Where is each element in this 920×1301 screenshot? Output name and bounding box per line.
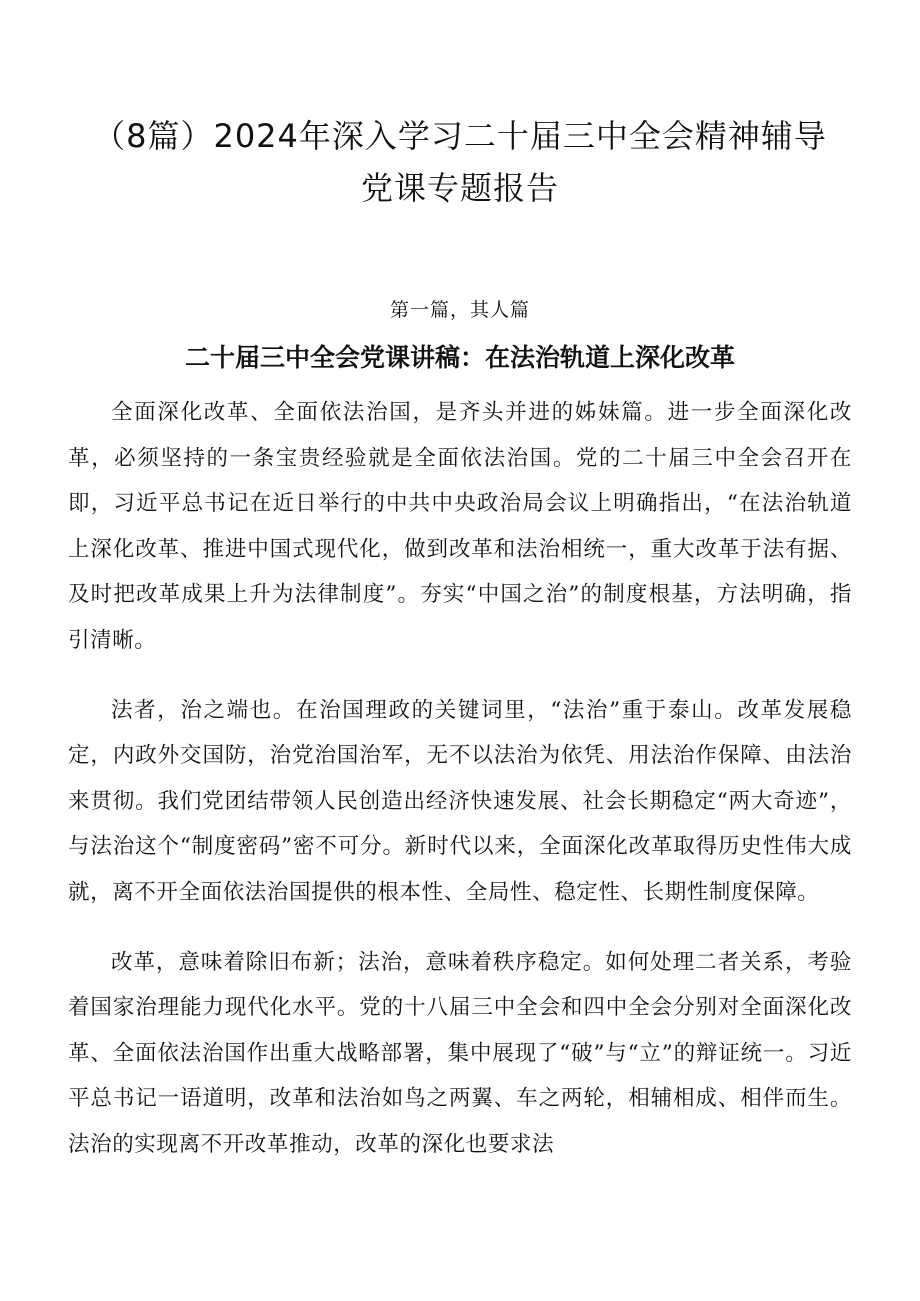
document-title xyxy=(68,0,852,214)
body-text xyxy=(68,390,852,1168)
title-line-1: （8篇）2024年深入学习二十届三中全会精神辅导 xyxy=(93,117,827,155)
paragraph-3: 改革，意味着除旧布新；法治，意味着秩序稳定。如何处理二者关系，考验着国家治理能力现代化水平。党的十八届三中全会和四中全会分别对全面深化改革、全面依法治国作出重大战略部署，集中展现了“破”与“立”的辩证统一。习近平总书记一语道明，改革和法治如鸟之两翼、车之两轮，相辅相成、相伴而生。法治的实现离不开改革推动，改革的深化也要求法 xyxy=(68,949,852,1157)
paragraph-2: 法者，治之端也。在治国理政的关键词里，“法治”重于泰山。改革发展稳定，内政外交国防，治党治国治军，无不以法治为依凭、用法治作保障、由法治来贯彻。我们党团结带领人民创造出经济快速发展、社会长期稳定“两大奇迹”，与法治这个“制度密码”密不可分。新时代以来，全面深化改革取得历史性伟大成就，离不开全面依法治国提供的根本性、全局性、稳定性、长期性制度保障。 xyxy=(68,697,852,905)
section-heading: 二十届三中全会党课讲稿：在法治轨道上深化改革 xyxy=(184,343,735,372)
paragraph-1: 全面深化改革、全面依法治国，是齐头并进的姊妹篇。进一步全面深化改革，必须坚持的一条宝贵经验就是全面依法治国。党的二十届三中全会召开在即，习近平总书记在近日举行的中共中央政治局会议上明确指出，“在法治轨道上深化改革、推进中国式现代化，做到改革和法治相统一，重大改革于法有据、及时把改革成果上升为法律制度”。夯实“中国之治”的制度根基，方法明确，指引清晰。 xyxy=(68,400,852,653)
section-label: 第一篇，其人篇 xyxy=(389,299,530,321)
title-line-2: 党课专题报告 xyxy=(360,169,559,207)
